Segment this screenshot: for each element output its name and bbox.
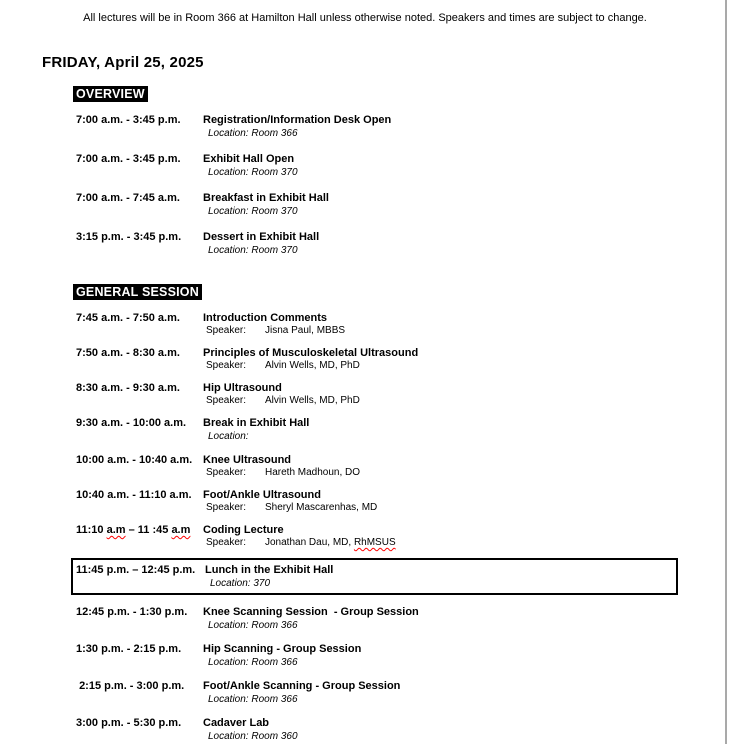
event-row	[76, 113, 730, 140]
event-time: 12:45 p.m. - 1:30 p.m.	[76, 606, 188, 618]
event-title: Introduction Comments	[203, 312, 328, 324]
misspelled-word: a.m	[171, 524, 191, 536]
event-title: Hip Ultrasound	[203, 382, 282, 394]
section-header: GENERAL SESSION	[73, 284, 202, 300]
event-speaker	[206, 395, 730, 406]
speaker-label: Speaker:	[206, 395, 247, 406]
event-content	[203, 381, 730, 406]
event-content	[203, 346, 730, 371]
misspelled-word: RhMSUS	[353, 537, 396, 548]
event-row	[76, 679, 730, 706]
event-time: 3:15 p.m. - 3:45 p.m.	[76, 231, 182, 243]
event-title: Foot/Ankle Scanning - Group Session	[203, 680, 401, 692]
misspelled-word: a.m	[106, 524, 126, 536]
event-title: Break in Exhibit Hall	[203, 417, 310, 429]
event-location: Location:	[208, 431, 249, 442]
event-row	[76, 716, 730, 743]
event-content	[203, 642, 730, 669]
event-title: Foot/Ankle Ultrasound	[203, 489, 321, 501]
speaker-name: Hareth Madhoun, DO	[265, 467, 361, 478]
event-time: 7:50 a.m. - 8:30 a.m.	[76, 347, 180, 359]
event-row	[76, 152, 730, 179]
event-time: 3:00 p.m. - 5:30 p.m.	[76, 717, 182, 729]
speaker-label: Speaker:	[206, 325, 247, 336]
event-content	[203, 605, 730, 632]
event-content	[203, 416, 730, 443]
event-time: 11:45 p.m. – 12:45 p.m.	[76, 564, 196, 576]
event-time: 10:40 a.m. - 11:10 a.m.	[76, 489, 192, 501]
event-speaker	[206, 325, 730, 336]
event-title: Coding Lecture	[203, 524, 284, 536]
event-content	[203, 453, 730, 478]
event-title: Dessert in Exhibit Hall	[203, 231, 320, 243]
event-content	[203, 191, 730, 218]
event-location: Location: Room 360	[208, 731, 298, 742]
event-title: Cadaver Lab	[203, 717, 270, 729]
event-title: Exhibit Hall Open	[203, 153, 295, 165]
event-location: Location: Room 366	[208, 657, 298, 668]
event-row	[76, 381, 730, 406]
speaker-name: Alvin Wells, MD, PhD	[265, 395, 360, 406]
event-row	[76, 230, 730, 257]
event-content	[203, 679, 730, 706]
event-title: Registration/Information Desk Open	[203, 114, 392, 126]
event-row	[76, 523, 730, 548]
event-location: Location: Room 366	[208, 694, 298, 705]
speaker-name	[265, 537, 396, 548]
event-location: Location: Room 370	[208, 245, 298, 256]
event-row	[76, 191, 730, 218]
event-title: Hip Scanning - Group Session	[203, 643, 362, 655]
event-row	[76, 488, 730, 513]
page-right-edge	[725, 0, 727, 744]
event-location: Location: Room 366	[208, 128, 298, 139]
event-time: 9:30 a.m. - 10:00 a.m.	[76, 417, 187, 429]
event-content	[203, 523, 730, 548]
event-speaker	[206, 360, 730, 371]
event-title: Breakfast in Exhibit Hall	[203, 192, 329, 204]
event-time: 7:00 a.m. - 3:45 p.m.	[76, 114, 181, 126]
event-row	[76, 416, 730, 443]
text-segment: 11:10	[76, 524, 107, 536]
event-content	[203, 716, 730, 743]
speaker-label: Speaker:	[206, 467, 247, 478]
event-content	[203, 311, 730, 336]
text-segment: – 11 :45	[125, 524, 172, 536]
event-location: Location: Room 370	[208, 206, 298, 217]
event-row	[76, 642, 730, 669]
section-header: OVERVIEW	[73, 86, 148, 102]
speaker-label: Speaker:	[206, 502, 247, 513]
event-title: Knee Ultrasound	[203, 454, 292, 466]
event-time: 2:15 p.m. - 3:00 p.m.	[76, 680, 185, 692]
event-speaker	[206, 467, 730, 478]
event-row	[76, 605, 730, 632]
event-speaker	[206, 502, 730, 513]
speaker-name: Sheryl Mascarenhas, MD	[265, 502, 378, 513]
disclaimer-text: All lectures will be in Room 366 at Hamilton Hall unless otherwise noted. Speakers and times are subject to change.	[83, 12, 647, 24]
event-time: 8:30 a.m. - 9:30 a.m.	[76, 382, 180, 394]
event-location: Location: 370	[210, 578, 271, 589]
event-content	[205, 563, 676, 590]
event-row	[76, 311, 730, 336]
event-time: 7:45 a.m. - 7:50 a.m.	[76, 312, 180, 324]
event-row	[76, 346, 730, 371]
speaker-label: Speaker:	[206, 537, 247, 548]
text-segment: Jonathan Dau, MD,	[265, 537, 354, 548]
schedule	[0, 71, 730, 743]
event-title: Principles of Musculoskeletal Ultrasound	[203, 347, 419, 359]
event-time: 7:00 a.m. - 3:45 p.m.	[76, 153, 181, 165]
speaker-name: Jisna Paul, MBBS	[265, 325, 346, 336]
date-heading: FRIDAY, April 25, 2025	[42, 54, 204, 71]
event-time: 10:00 a.m. - 10:40 a.m.	[76, 454, 193, 466]
event-location: Location: Room 366	[208, 620, 298, 631]
event-row	[76, 453, 730, 478]
schedule-section	[0, 269, 730, 743]
event-content	[203, 152, 730, 179]
event-time	[76, 523, 203, 548]
event-title: Lunch in the Exhibit Hall	[205, 564, 334, 576]
event-time: 1:30 p.m. - 2:15 p.m.	[76, 643, 182, 655]
event-content	[203, 230, 730, 257]
event-location: Location: Room 370	[208, 167, 298, 178]
event-row	[71, 558, 678, 595]
event-title: Knee Scanning Session - Group Session	[203, 606, 419, 618]
event-content	[203, 488, 730, 513]
speaker-label: Speaker:	[206, 360, 247, 371]
event-content	[203, 113, 730, 140]
event-time: 7:00 a.m. - 7:45 a.m.	[76, 192, 180, 204]
event-speaker	[206, 537, 730, 548]
speaker-name: Alvin Wells, MD, PhD	[265, 360, 360, 371]
schedule-section	[0, 71, 730, 257]
